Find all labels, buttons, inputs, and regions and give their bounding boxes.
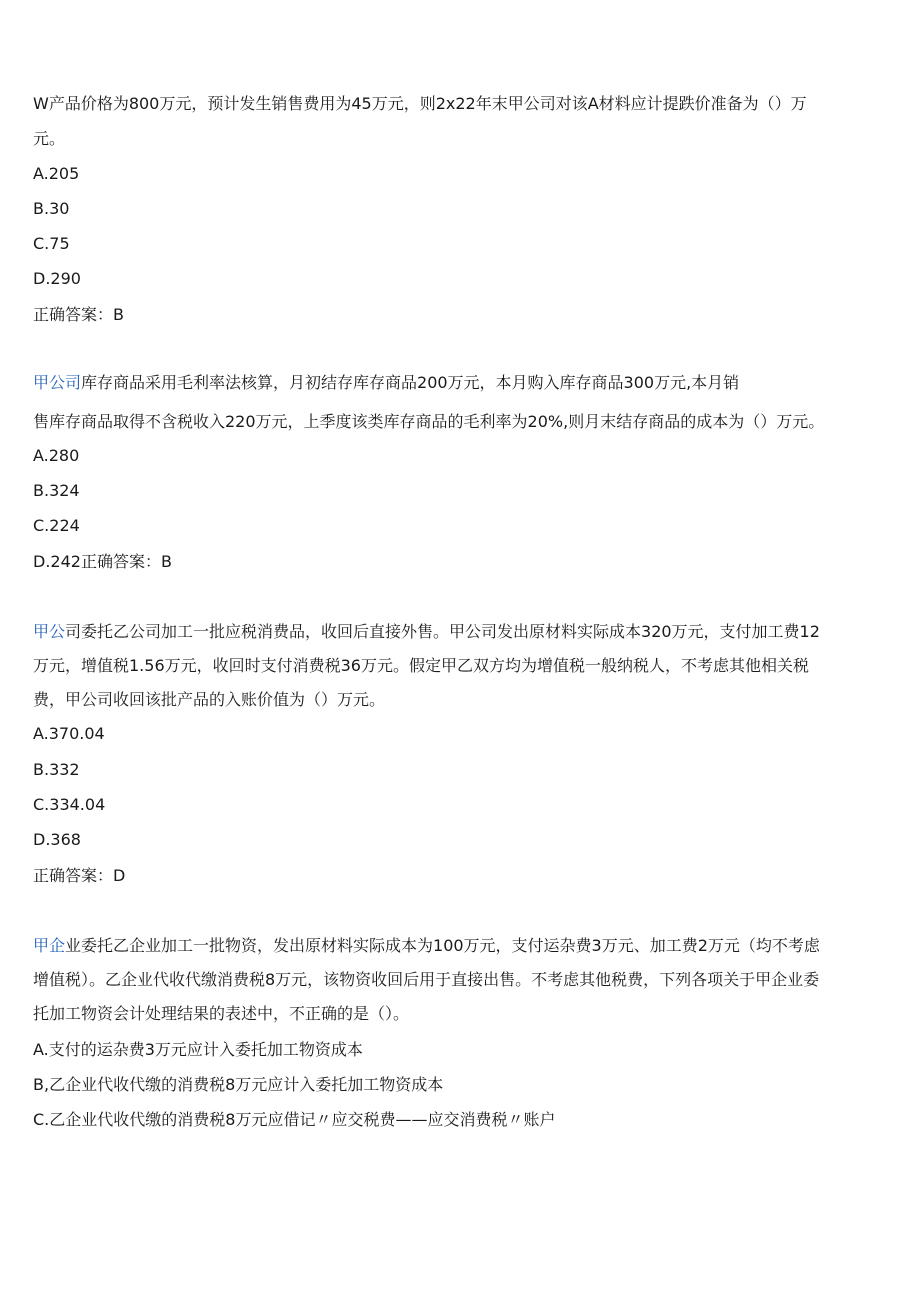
q2-option-b: B.324 xyxy=(33,481,80,500)
q3-stem-line-3: 费，甲公司收回该批产品的入账价值为（）万元。 xyxy=(33,690,386,709)
q3-stem-line-1 xyxy=(33,621,883,643)
q4-option-c: C.乙企业代收代缴的消费税8万元应借记〃应交税费——应交消费税〃账户 xyxy=(33,1110,556,1129)
q1-option-d: D.290 xyxy=(33,269,81,288)
q3-answer: 正确答案：D xyxy=(33,866,126,885)
q2-highlight: 甲公司 xyxy=(33,373,82,392)
q2-option-d-answer: D.242正确答案：B xyxy=(33,552,172,571)
q4-option-a: A.支付的运杂费3万元应计入委托加工物资成本 xyxy=(33,1040,363,1059)
q4-option-b: B,乙企业代收代缴的消费税8万元应计入委托加工物资成本 xyxy=(33,1075,444,1094)
q2-option-c: C.224 xyxy=(33,516,80,535)
q3-option-a: A.370.04 xyxy=(33,724,105,743)
q4-stem-line-1 xyxy=(33,935,883,957)
q1-stem-line-2: 元。 xyxy=(33,129,66,148)
q3-stem-line-1-text: 司委托乙公司加工一批应税消费品，收回后直接外售。甲公司发出原材料实际成本320万元，支付加工费12 xyxy=(65,622,820,641)
q4-stem-line-3: 托加工物资会计处理结果的表述中，不正确的是（）。 xyxy=(33,1004,410,1023)
q4-highlight: 甲企 xyxy=(33,936,66,955)
q3-highlight: 甲公 xyxy=(33,622,66,641)
q2-stem-line-2: 售库存商品取得不含税收入220万元，上季度该类库存商品的毛利率为20%,则月末结存商品的成本为（）万元。 xyxy=(33,412,825,431)
q2-option-a: A.280 xyxy=(33,446,80,465)
q2-stem-line-1 xyxy=(33,372,883,394)
q3-stem-line-2: 万元，增值税1.56万元，收回时支付消费税36万元。假定甲乙双方均为增值税一般纳税人，不考虑其他相关税 xyxy=(33,656,809,675)
q1-stem-line-1: W产品价格为800万元，预计发生销售费用为45万元，则2x22年末甲公司对该A材料应计提跌价准备为（）万 xyxy=(33,94,807,113)
q3-option-c: C.334.04 xyxy=(33,795,106,814)
q1-option-b: B.30 xyxy=(33,199,70,218)
q3-option-d: D.368 xyxy=(33,830,81,849)
q1-option-c: C.75 xyxy=(33,234,70,253)
q4-stem-line-2: 增值税）。乙企业代收代缴消费税8万元，该物资收回后用于直接出售。不考虑其他税费，下列各项关于甲企业委 xyxy=(33,970,820,989)
q1-option-a: A.205 xyxy=(33,164,80,183)
q3-option-b: B.332 xyxy=(33,760,80,779)
q4-stem-line-1-text: 业委托乙企业加工一批物资，发出原材料实际成本为100万元，支付运杂费3万元、加工费2万元（均不考虑 xyxy=(65,936,820,955)
q2-stem-line-1-text: 库存商品采用毛利率法核算，月初结存库存商品200万元，本月购入库存商品300万元,本月销 xyxy=(81,373,740,392)
q1-answer: 正确答案：B xyxy=(33,305,124,324)
